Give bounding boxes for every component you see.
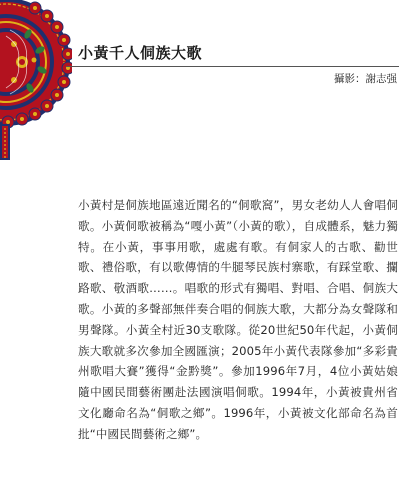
embroidery-ornament-icon (0, 0, 72, 160)
title-divider (66, 66, 399, 67)
photo-credit: 攝影：謝志强 (334, 73, 397, 85)
article-body: 小黃村是侗族地區遠近聞名的“侗歌窩”，男女老幼人人會唱侗歌。小黃侗歌被稱為“嘎小黃”（小黃的歌），自成體系，魅力獨特。在小黃，事事用歌，處處有歌。有侗家人的古歌、勸世歌、禮俗歌，有以歌傳情的牛腿琴民族村寨歌，有踩堂歌、攔路歌、敬酒歌……。唱歌的形式有獨唱、對唱、合唱、侗族大歌。小黃的多聲部無伴奏合唱的侗族大歌，大都分為女聲隊和男聲隊。小黃全村近30支歌隊。從20世紀50年代起，小黃侗族大歌就多次參加全國匯演；2005年小黃代表隊參加“多彩貴州歌唱大賽”獲得“金黔獎”。參加1996年7月，4位小黃姑娘隨中國民間藝術團赴法國演唱侗歌。1994年，小黃被貴州省文化廳命名為“侗歌之鄉”。1996年，小黃被文化部命名為首批“中國民間藝術之鄉”。 (78, 198, 398, 441)
article-title: 小黃千人侗族大歌 (78, 44, 203, 62)
